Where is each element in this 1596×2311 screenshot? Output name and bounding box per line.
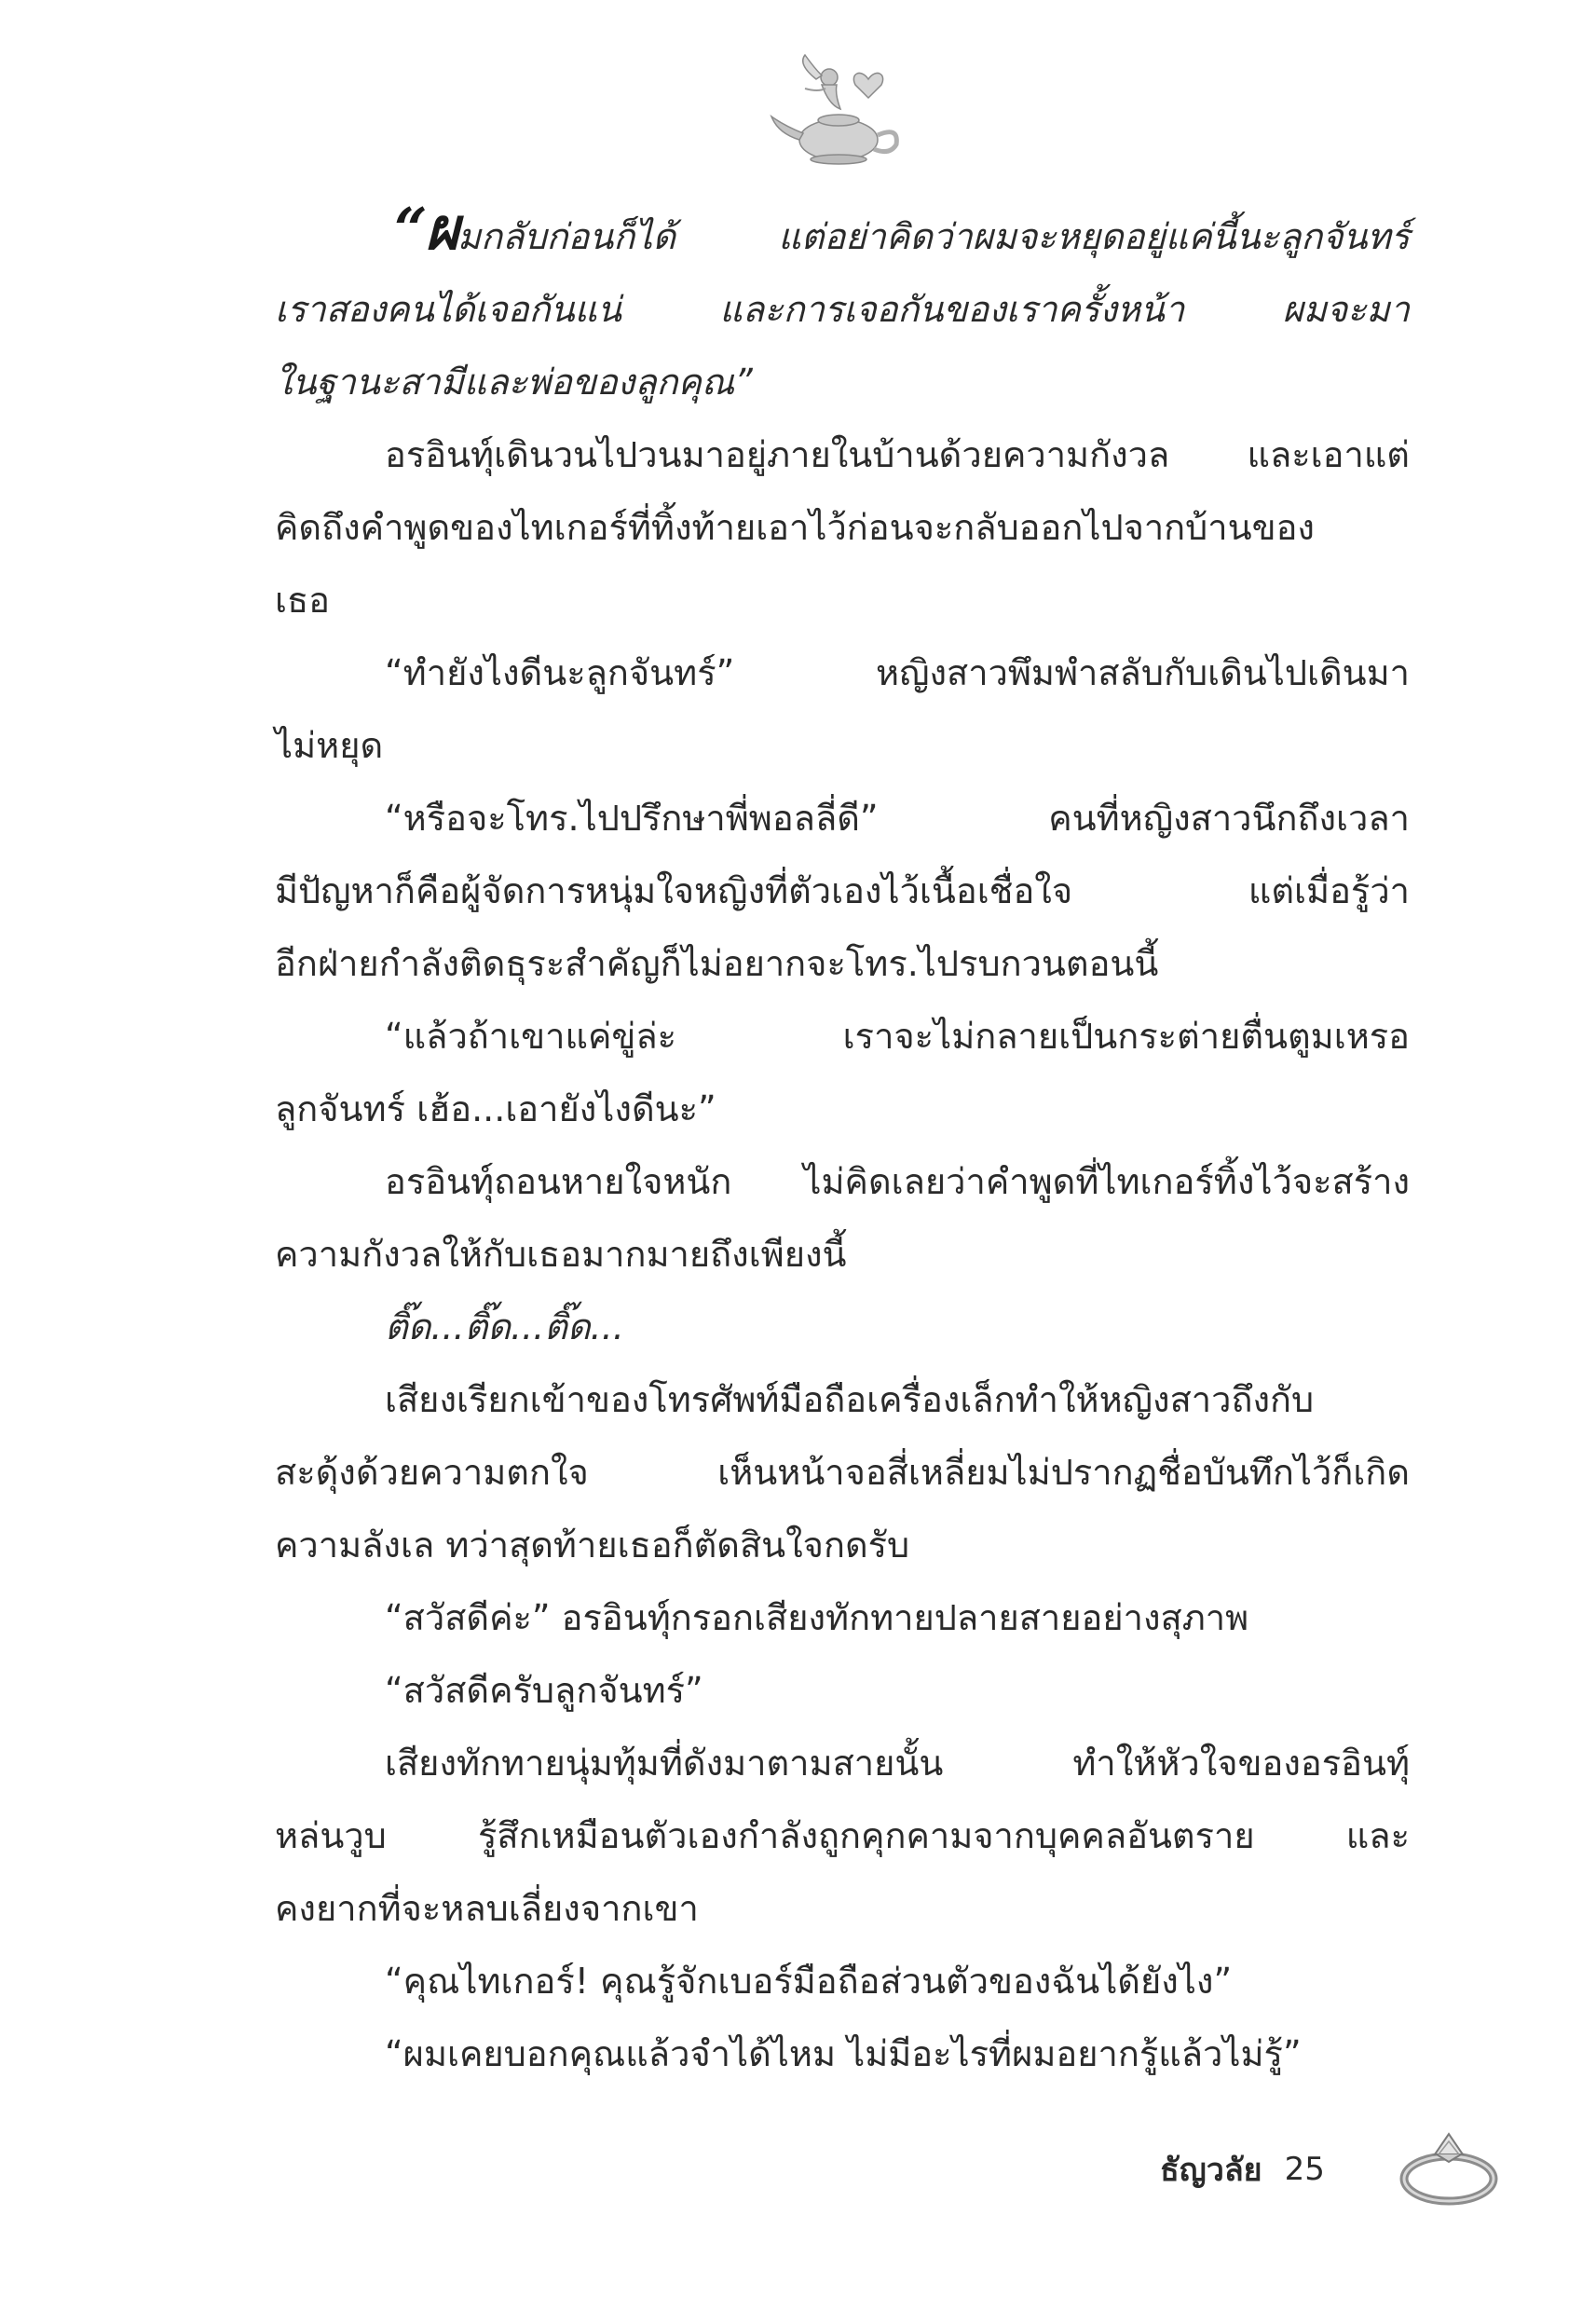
paragraph-line: เราสองคนได้เจอกันแน่ และการเจอกันของเราครั้งหน้า ผมจะมา [275,289,1410,330]
page-footer [1160,2141,1325,2197]
paragraph-line: เธอ [275,580,331,621]
paragraph-line: อรอินทุ์ถอนหายใจหนัก ไม่คิดเลยว่าคำพูดที่ไทเกอร์ทิ้งไว้จะสร้าง [385,1161,1410,1202]
story-text [275,195,1410,2090]
paragraph-line: ไม่หยุด [275,725,384,766]
paragraph-line: ในฐานะสามีและพ่อของลูกคุณ” [275,362,753,403]
paragraph-line: สะดุ้งด้วยความตกใจ เห็นหน้าจอสี่เหลี่ยมไม่ปรากฏชื่อบันทึกไว้ก็เกิด [275,1452,1410,1493]
paragraph-line: อีกฝ่ายกำลังติดธุระสำคัญก็ไม่อยากจะโทร.ไปรบกวนตอนนี้ [275,943,1159,984]
paragraph-line: ความกังวลให้กับเธอมากมายถึงเพียงนี้ [275,1234,847,1275]
paragraph-line: “ผมเคยบอกคุณแล้วจำได้ไหม ไม่มีอะไรที่ผมอยากรู้แล้วไม่รู้” [385,2033,1302,2074]
paragraph-line: “คุณไทเกอร์! คุณรู้จักเบอร์มือถือส่วนตัวของฉันได้ยังไง” [385,1961,1233,2002]
author-name: ธัญวลัย [1160,2152,1262,2189]
paragraph-line: “แล้วถ้าเขาแค่ขู่ล่ะ เราจะไม่กลายเป็นกระต่ายตื่นตูมเหรอ [385,1016,1410,1057]
paragraph-line: คิดถึงคำพูดของไทเกอร์ที่ทิ้งท้ายเอาไว้ก่อนจะกลับออกไปจากบ้านของ [275,507,1315,548]
teapot-cupid-icon [764,51,913,172]
page-number: 25 [1284,2151,1325,2188]
paragraph-line: เสียงเรียกเข้าของโทรศัพท์มือถือเครื่องเล็กทำให้หญิงสาวถึงกับ [385,1379,1315,1420]
paragraph-line: มีปัญหาก็คือผู้จัดการหนุ่มใจหญิงที่ตัวเองไว้เนื้อเชื่อใจ แต่เมื่อรู้ว่า [275,870,1410,911]
drop-cap: “ผ [394,195,457,263]
paragraph-line: ติ๊ด...ติ๊ด...ติ๊ด... [385,1306,624,1347]
diamond-ring-icon [1398,2113,1505,2211]
paragraph-line: อรอินทุ์เดินวนไปวนมาอยู่ภายในบ้านด้วยความกังวล และเอาแต่ [385,434,1410,475]
paragraph-line: ลูกจันทร์ เฮ้อ...เอายังไงดีนะ” [275,1088,716,1129]
paragraph-line: เสียงทักทายนุ่มทุ้มที่ดังมาตามสายนั้น ทำให้หัวใจของอรอินทุ์ [385,1743,1410,1784]
paragraph-line: หล่นวูบ รู้สึกเหมือนตัวเองกำลังถูกคุกคามจากบุคคลอันตราย และ [275,1815,1410,1856]
paragraph-line: “สวัสดีค่ะ” อรอินทุ์กรอกเสียงทักทายปลายสายอย่างสุภาพ [385,1597,1249,1638]
paragraph-line: “หรือจะโทร.ไปปรึกษาพี่พอลลี่ดี” คนที่หญิงสาวนึกถึงเวลา [385,798,1410,839]
paragraph-line: “ทำยังไงดีนะลูกจันทร์” หญิงสาวพึมพำสลับกับเดินไปเดินมา [385,652,1410,693]
paragraph-line: “สวัสดีครับลูกจันทร์” [385,1670,703,1711]
paragraph-line: “ผมกลับก่อนก็ได้ แต่อย่าคิดว่าผมจะหยุดอยู่แค่นี้นะลูกจันทร์ [394,195,1410,263]
paragraph-line: ความลังเล ทว่าสุดท้ายเธอก็ตัดสินใจกดรับ [275,1525,910,1566]
paragraph-line: คงยากที่จะหลบเลี่ยงจากเขา [275,1888,699,1929]
